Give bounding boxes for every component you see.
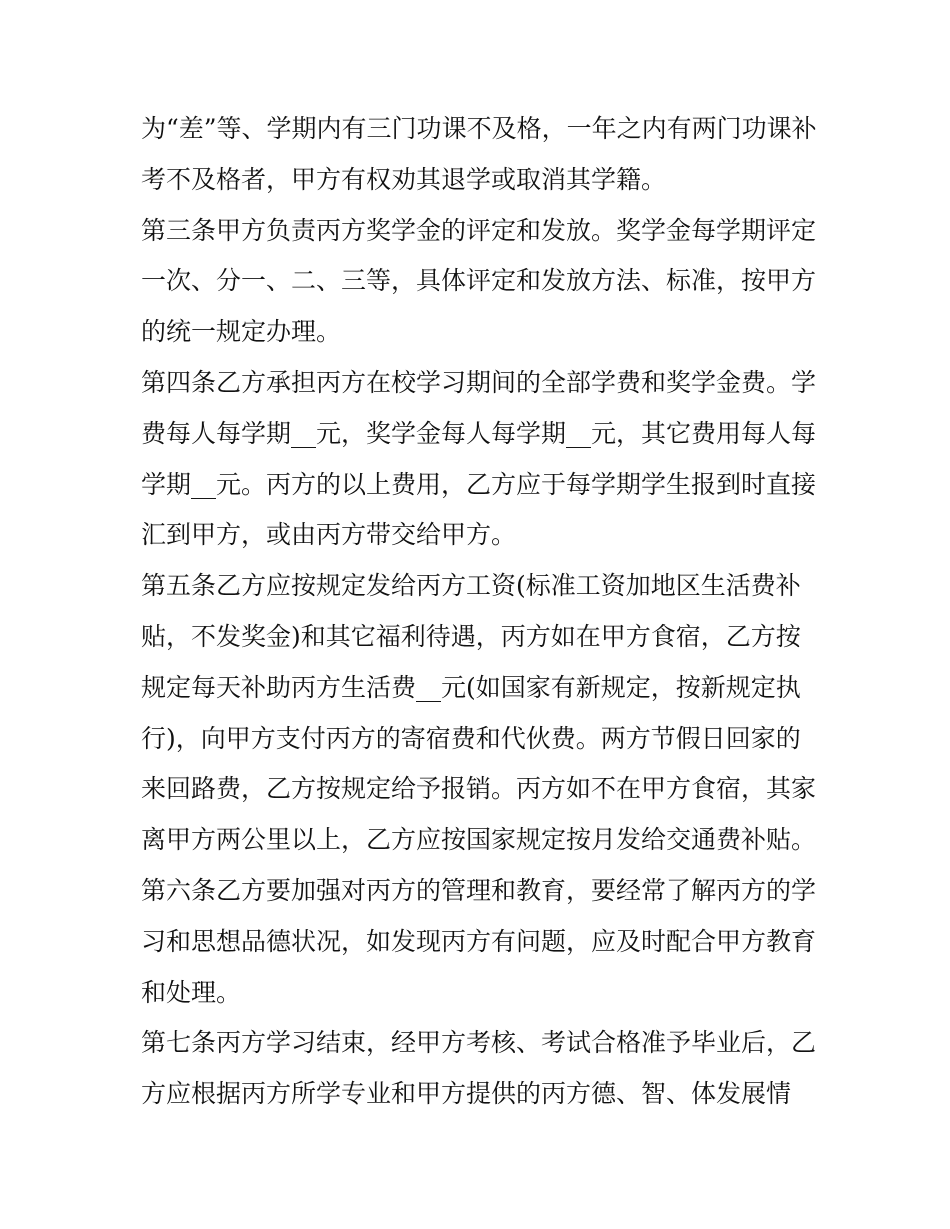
text-line: 一次、分一、二、三等，具体评定和发放方法、标准，按甲方 <box>141 266 817 296</box>
text-line: 学期__元。丙方的以上费用，乙方应于每学期学生报到时直接 <box>141 469 817 499</box>
text-line: 贴，不发奖金)和其它福利待遇，丙方如在甲方食宿，乙方按 <box>141 621 801 651</box>
text-line: 来回路费，乙方按规定给予报销。丙方如不在甲方食宿，其家 <box>141 774 817 804</box>
text-line: 费每人每学期__元，奖学金每人每学期__元，其它费用每人每 <box>141 418 817 448</box>
text-line: 行)，向甲方支付丙方的寄宿费和代伙费。两方节假日回家的 <box>141 723 801 753</box>
text-line: 第七条丙方学习结束，经甲方考核、考试合格准予毕业后，乙 <box>141 1028 817 1058</box>
text-line: 第三条甲方负责丙方奖学金的评定和发放。奖学金每学期评定 <box>141 215 817 245</box>
text-line: 的统一规定办理。 <box>141 317 342 347</box>
document-body <box>141 104 821 1120</box>
text-line: 第六条乙方要加强对丙方的管理和教育，要经常了解丙方的学 <box>141 875 817 905</box>
text-line: 汇到甲方，或由丙方带交给甲方。 <box>141 520 517 550</box>
text-line: 第五条乙方应按规定发给丙方工资(标准工资加地区生活费补 <box>141 571 801 601</box>
text-line: 离甲方两公里以上，乙方应按国家规定按月发给交通费补贴。 <box>141 825 817 855</box>
text-line: 和处理。 <box>141 977 242 1007</box>
text-line: 第四条乙方承担丙方在校学习期间的全部学费和奖学金费。学 <box>141 367 817 397</box>
text-line: 考不及格者，甲方有权劝其退学或取消其学籍。 <box>141 164 667 194</box>
text-line: 为“差”等、学期内有三门功课不及格，一年之内有两门功课补 <box>141 114 817 143</box>
text-line: 习和思想品德状况，如发现丙方有问题，应及时配合甲方教育 <box>141 926 817 956</box>
text-line: 规定每天补助丙方生活费__元(如国家有新规定，按新规定执 <box>141 672 801 702</box>
text-line: 方应根据丙方所学专业和甲方提供的丙方德、智、体发展情 <box>141 1079 792 1109</box>
